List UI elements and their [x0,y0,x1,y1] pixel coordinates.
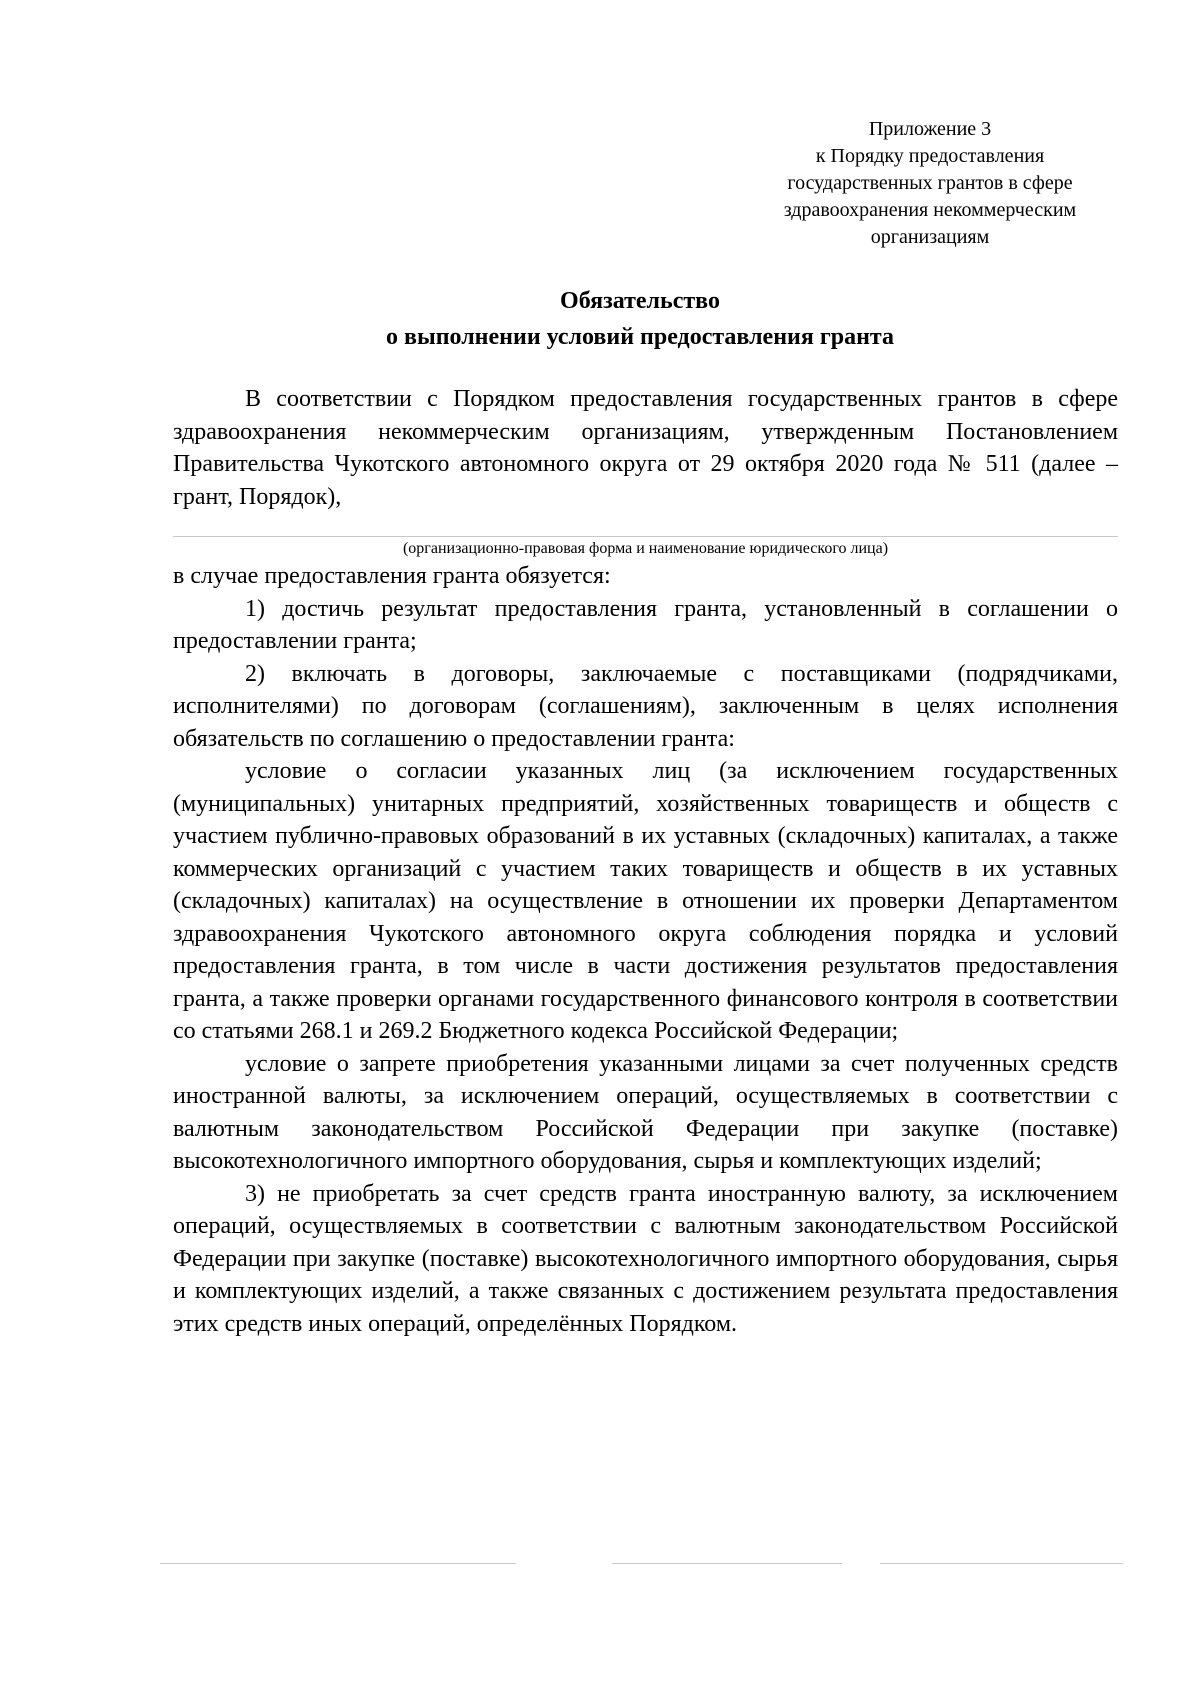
obligation-lead-paragraph: в случае предоставления гранта обязуется: [173,563,611,589]
obligation-item-3: 3) не приобретать за счет средств гранта иностранную валюту, за исключением операций, осуществляемых в соответствии с валютным законодательством Российской Федерации при закупке (поставке) высокотехнологичного импортного оборудования, сырья и комплектующих изделий, а также связанных с достижением результата предоставления этих средств иных операций, определённых Порядком. [173,1180,1118,1337]
title-line-2: о выполнении условий предоставления гранта [386,324,894,350]
obligations-section [173,560,1118,1340]
signature-line-signature [612,1563,842,1564]
organization-name-field-line [173,536,1118,537]
appendix-line-5: организациям [870,226,990,248]
document-title [170,283,1110,355]
appendix-line-2: к Порядку предоставления [815,145,1045,167]
obligation-condition-consent: условие о согласии указанных лиц (за исключением государственных (муниципальных) унитарных предприятий, хозяйственных товариществ и обществ с участием публично-правовых образований в их уставных (складочных) капиталах, а также коммерческих организаций с участием таких товариществ и обществ в их уставных (складочных) капиталах) на осуществление в отношении их проверки Департаментом здравоохранения Чукотского автономного округа соблюдения порядка и условий предоставления гранта, в том числе в части достижения результатов предоставления гранта, а также проверки органами государственного финансового контроля в соответствии со статьями 268.1 и 269.2 Бюджетного кодекса Российской Федерации; [173,758,1118,1044]
obligation-condition-currency: условие о запрете приобретения указанными лицами за счет полученных средств иностранной валюты, за исключением операций, осуществляемых в соответствии с валютным законодательством Российской Федерации при закупке (поставке) высокотехнологичного импортного оборудования, сырья и комплектующих изделий; [173,1050,1118,1174]
signature-line-position [160,1563,516,1564]
appendix-line-3: государственных грантов в сфере [787,172,1073,194]
obligation-item-1: 1) достичь результат предоставления гранта, установленный в соглашении о предоставлении гранта; [173,595,1118,654]
organization-name-caption: (организационно-правовая форма и наименование юридического лица) [402,540,889,557]
appendix-line-4: здравоохранения некоммерческим [783,199,1077,221]
appendix-reference [740,116,1120,251]
title-line-1: Обязательство [560,288,720,314]
appendix-line-1: Приложение 3 [868,118,992,140]
intro-paragraph: В соответствии с Порядком предоставления государственных грантов в сфере здравоохранения некоммерческим организациям, утвержденным Постановлением Правительства Чукотского автономного округа от 29 октября 2020 года № 511 (далее – грант, Порядок), [173,386,1118,510]
intro-section [173,383,1118,513]
signature-line-name [880,1563,1123,1564]
obligation-item-2: 2) включать в договоры, заключаемые с поставщиками (подрядчиками, исполнителями) по договорам (соглашениям), заключенным в целях исполнения обязательств по соглашению о предоставлении гранта: [173,660,1118,752]
